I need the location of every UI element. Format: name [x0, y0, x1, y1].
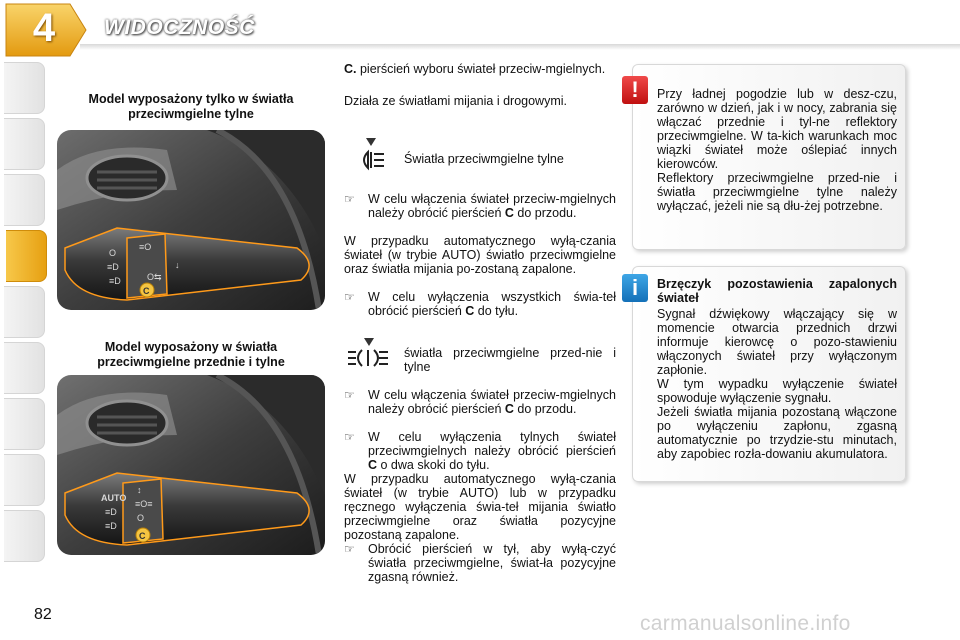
bullet-1a: ☞ W celu włączenia świateł przeciw-mgielnych należy obrócić pierścień C do przodu.	[344, 192, 616, 220]
section-heading-rear-fog: Model wyposażony tylko w światła przeciwmgielne tylne	[88, 92, 294, 121]
front-rear-fog-icon	[346, 336, 390, 376]
svg-text:O: O	[109, 248, 117, 258]
chapter-number: 4	[32, 6, 56, 50]
info-text-3: Jeżeli światła mijania pozostaną włączone po wyłączeniu zapłonu, zgasną automatycznie po trzydzie-stu minutach, aby zapobiec rozła-dowaniu akumulatora.	[657, 405, 897, 461]
rear-fog-icon	[354, 136, 388, 178]
side-tab-6[interactable]	[4, 342, 45, 394]
side-tab-2[interactable]	[4, 118, 45, 170]
side-tab-5[interactable]	[4, 286, 45, 338]
svg-text:O: O	[137, 513, 145, 523]
bullet-2c: ☞ Obrócić pierścień w tył, aby wyłą-czyć światła przeciwmgielne, świat-ła pozycyjne zgasną również.	[344, 542, 616, 584]
warning-text-1: Przy ładnej pogodzie lub w desz-czu, zarówno w dzień, jak i w nocy, zabrania się włączać przednie i tyl-ne reflektory przeciwmgielne. W ta-kich warunkach moc wiązki świateł może oślepiać innych kierowców.	[657, 87, 897, 171]
intro-c-label: C.	[344, 62, 357, 76]
info-text-2: W tym wypadku wyłączenie świateł spowoduje wyłączenie sygnału.	[657, 377, 897, 405]
svg-text:↕: ↕	[137, 485, 142, 495]
side-tab-4-active[interactable]	[6, 230, 47, 282]
intro-c-text: pierścień wyboru świateł przeciw-mgielnych.	[359, 62, 606, 76]
warning-icon: !	[622, 76, 648, 104]
bullet-icon: ☞	[344, 542, 355, 556]
paragraph-auto-1: W przypadku automatycznego wyłą-czania świateł (w trybie AUTO) światło przeciwmgielne oraz światła mijania po-zostaną zapalone.	[344, 234, 616, 276]
svg-text:≡O≡: ≡O≡	[135, 499, 153, 509]
warning-text-2: Reflektory przeciwmgielne przed-nie i światła przeciwmgielne tylne należy wyłączać, jeżeli nie są dłu-żej potrzebne.	[657, 171, 897, 213]
stalk-photo-front-rear-fog	[57, 375, 325, 555]
ring-c-label-2: C	[139, 531, 146, 541]
intro-c-paragraph	[344, 62, 616, 76]
bullet-2b: ☞ W celu wyłączenia tylnych świateł przeciwmgielnych należy obrócić pierścień C o dwa skoki do tyłu.	[344, 430, 616, 472]
page-number: 82	[34, 606, 52, 623]
bullet-icon: ☞	[344, 290, 355, 304]
intro-line: Działa ze światłami mijania i drogowymi.	[344, 94, 567, 108]
side-tab-8[interactable]	[4, 454, 45, 506]
bullet-1b: ☞ W celu wyłączenia wszystkich świa-teł obrócić pierścień C do tyłu.	[344, 290, 616, 318]
svg-text:≡O: ≡O	[139, 242, 152, 252]
ring-c-label: C	[143, 286, 150, 296]
section-heading-front-rear-fog: Model wyposażony w światła przeciwmgielne przednie i tylne	[97, 340, 285, 369]
svg-text:≡D: ≡D	[109, 276, 121, 286]
bullet-icon: ☞	[344, 430, 355, 444]
svg-text:≡D: ≡D	[107, 262, 119, 272]
side-tab-7[interactable]	[4, 398, 45, 450]
front-rear-fog-caption: światła przeciwmgielne przed-nie i tylne	[404, 346, 616, 374]
stalk-photo-rear-fog	[57, 130, 325, 310]
watermark: carmanualsonline.info	[640, 612, 851, 635]
info-title: Brzęczyk pozostawienia zapalonych świateł	[657, 277, 897, 305]
svg-text:≡D: ≡D	[105, 521, 117, 531]
chapter-title: WIDOCZNOŚĆ	[104, 16, 255, 39]
svg-text:O⇆: O⇆	[147, 272, 162, 282]
rear-fog-caption: Światła przeciwmgielne tylne	[404, 152, 564, 166]
chapter-side-tabs	[0, 62, 54, 582]
side-tab-9[interactable]	[4, 510, 45, 562]
side-tab-1[interactable]	[4, 62, 45, 114]
info-icon: i	[622, 274, 648, 302]
header-divider	[80, 44, 960, 50]
svg-text:≡D: ≡D	[105, 507, 117, 517]
bullet-icon: ☞	[344, 388, 355, 402]
bullet-2a: ☞ W celu włączenia świateł przeciw-mgielnych należy obrócić pierścień C do przodu.	[344, 388, 616, 416]
side-tab-3[interactable]	[4, 174, 45, 226]
info-panel	[632, 266, 906, 482]
svg-text:↓: ↓	[175, 260, 180, 270]
info-text-1: Sygnał dźwiękowy włączający się w momencie otwarcia przednich drzwi informuje kierowcę o pozo-stawieniu włączonych świateł przy wyłączonym zapłonie.	[657, 307, 897, 377]
bullet-icon: ☞	[344, 192, 355, 206]
auto-label: AUTO	[101, 493, 127, 503]
paragraph-auto-2: W przypadku automatycznego wyłą-czania świateł (w trybie AUTO) lub w przypadku ręcznego wyłączenia świa-teł mijania światło przeciwmgielne oraz światła pozycyjne pozostaną zapalone.	[344, 472, 616, 542]
warning-panel	[632, 64, 906, 250]
